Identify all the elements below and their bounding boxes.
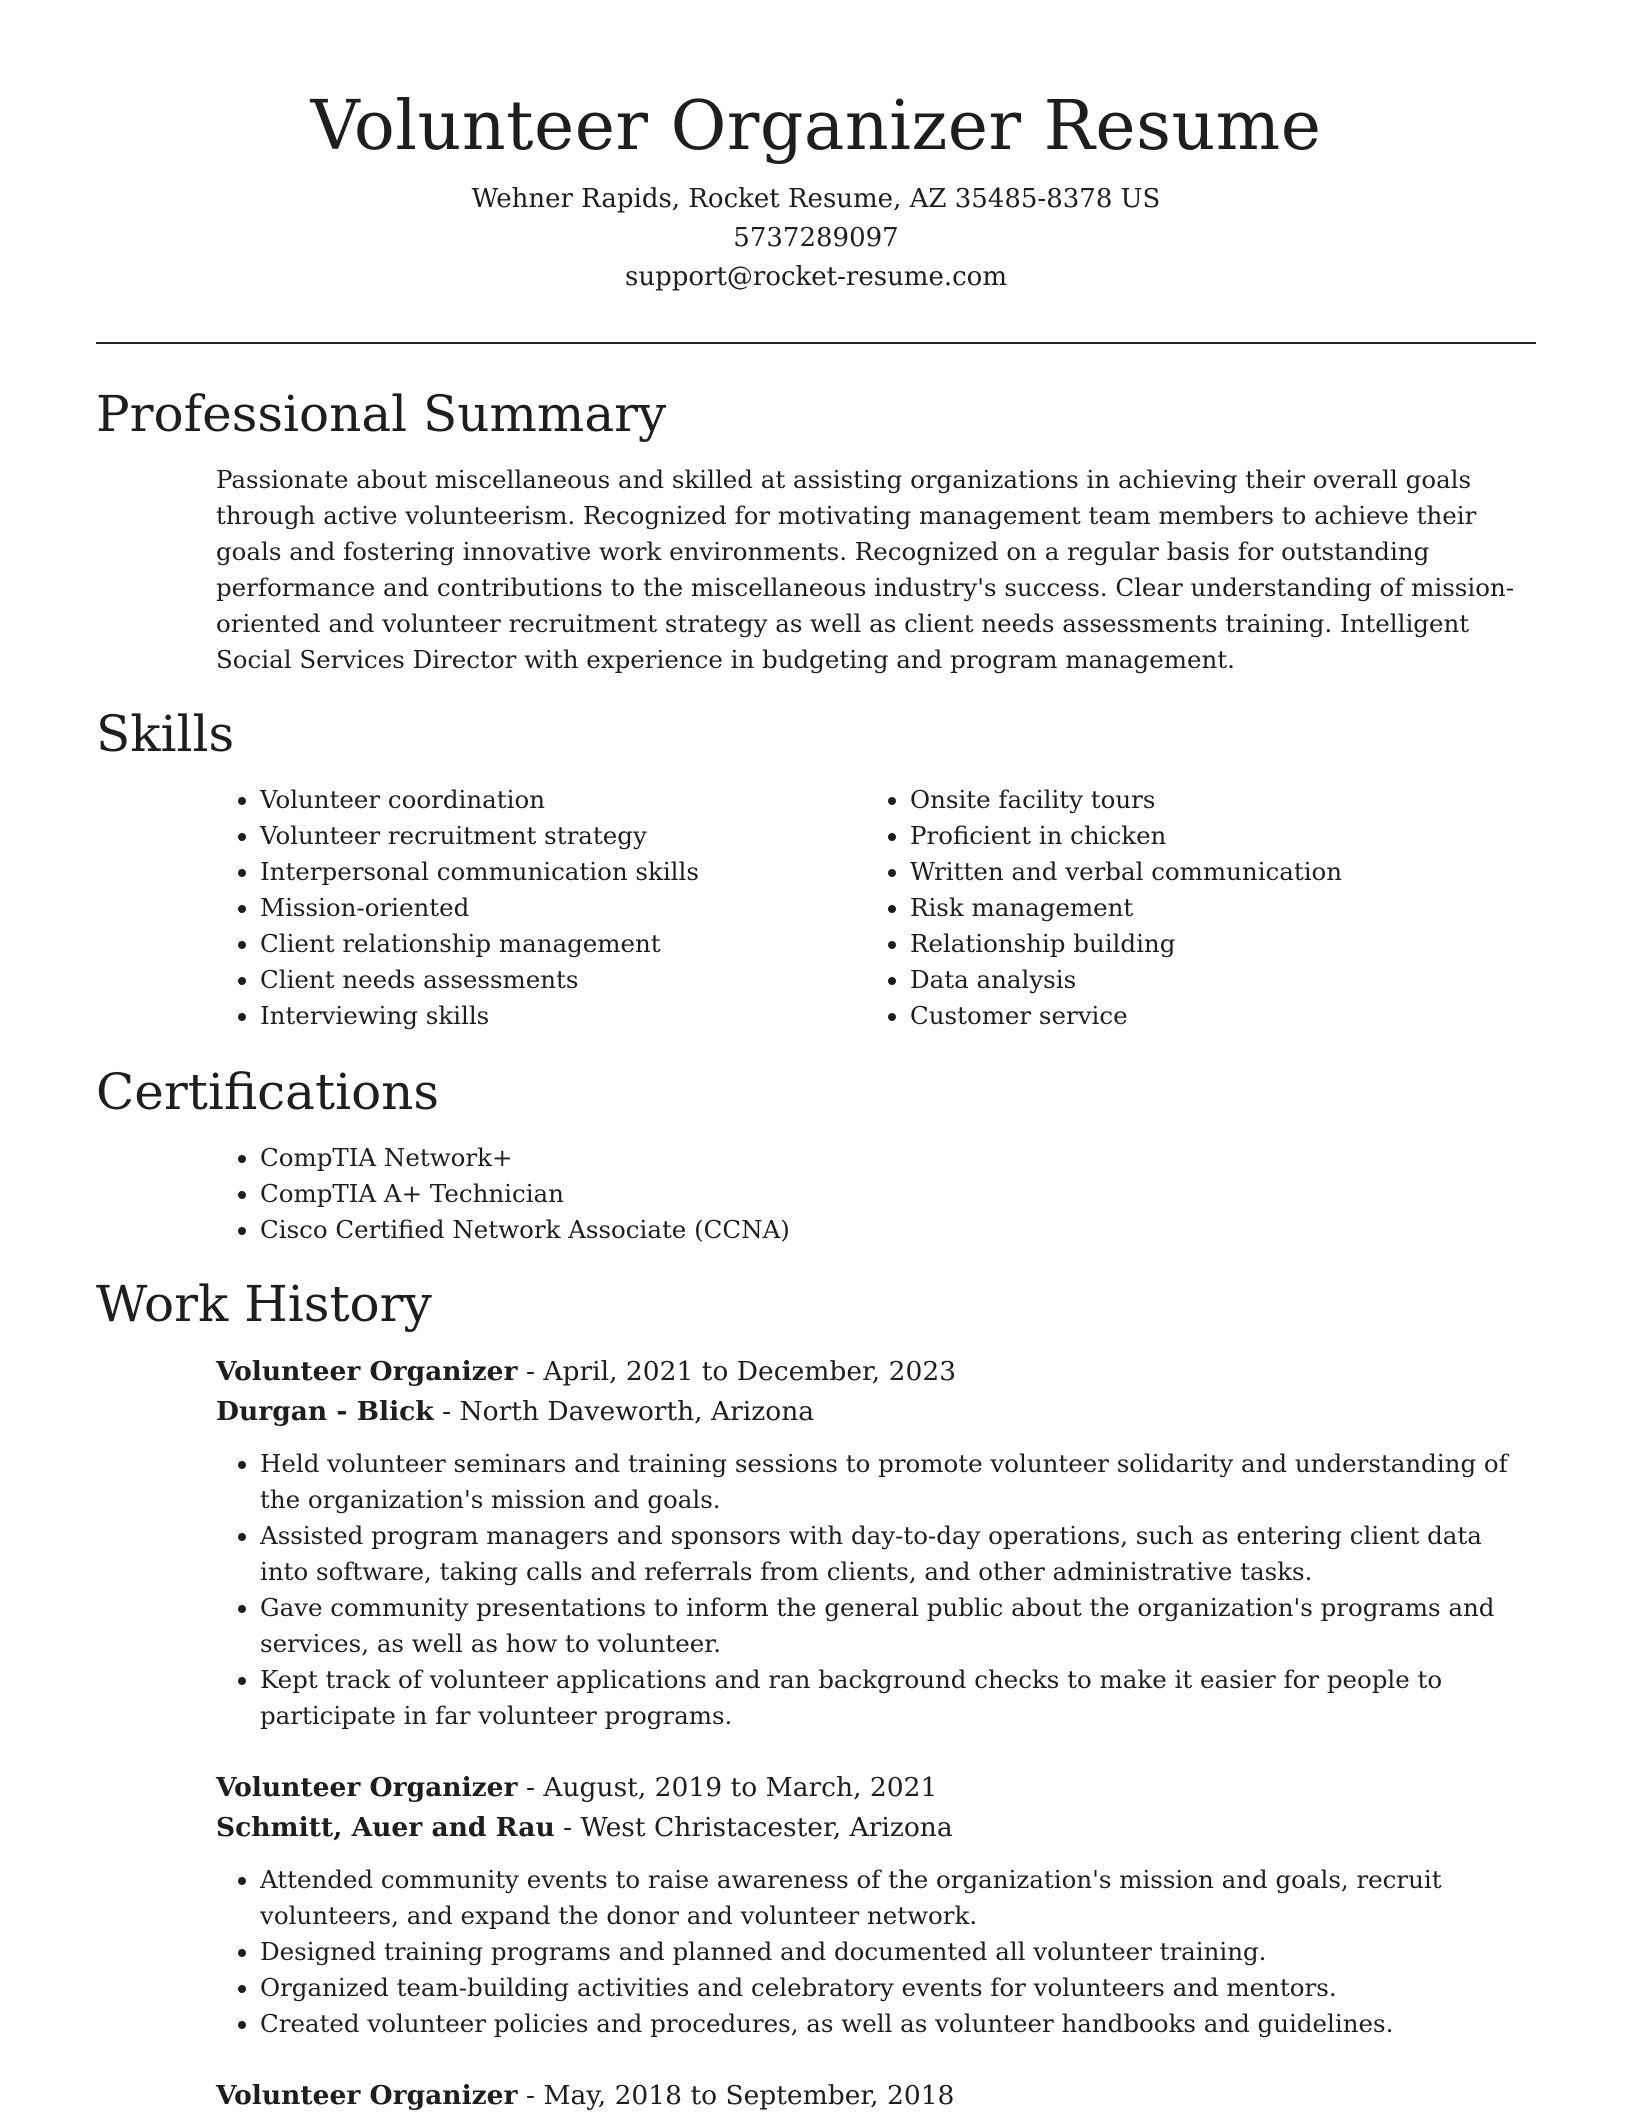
certifications-list (216, 1140, 1536, 1248)
job-company: Durgan - Blick (216, 1396, 434, 1427)
job-bullets (216, 1862, 1536, 2042)
separator: - (525, 1356, 544, 1387)
contact-address: Wehner Rapids, Rocket Resume, AZ 35485-8378 US (471, 184, 1161, 214)
job-company: Schmitt, Auer and Rau (216, 1812, 555, 1843)
separator: - (525, 1772, 544, 1803)
resume-header (0, 0, 1632, 297)
job-company-line (216, 1392, 1536, 1432)
list-item: • CompTIA A+ Technician (260, 1176, 1536, 1212)
contact-phone: 5737289097 (733, 223, 899, 253)
contact-email: support@rocket-resume.com (624, 262, 1007, 292)
job-company-line (216, 1808, 1536, 1848)
job-entry (216, 2076, 1536, 2116)
list-item: • Client needs assessments (260, 962, 816, 998)
resume-title: Volunteer Organizer Resume (310, 87, 1322, 166)
list-item: • Proficient in chicken (910, 818, 1486, 854)
list-item: • Created volunteer policies and procedures, as well as volunteer handbooks and guidelines. (260, 2006, 1536, 2042)
job-location: West Christacester, Arizona (580, 1812, 953, 1843)
list-item: • Kept track of volunteer applications and ran background checks to make it easier for people to participate in far volunteer programs. (260, 1662, 1536, 1734)
separator: - (563, 1812, 581, 1843)
skills-heading: Skills (96, 705, 235, 763)
list-item: • Organized team-building activities and celebratory events for volunteers and mentors. (260, 1970, 1536, 2006)
list-item: • CompTIA Network+ (260, 1140, 1536, 1176)
list-item: • Client relationship management (260, 926, 816, 962)
certifications-heading: Certifications (96, 1063, 440, 1121)
job-dates: April, 2021 to December, 2023 (543, 1356, 957, 1387)
skills-list-right (866, 782, 1486, 1034)
skills-column-right (866, 782, 1486, 1034)
list-item: • Attended community events to raise awareness of the organization's mission and goals, recruit volunteers, and expand the donor and volunteer network. (260, 1862, 1536, 1934)
list-item: • Relationship building (910, 926, 1486, 962)
skills-list-left (216, 782, 816, 1034)
job-title: Volunteer Organizer (216, 1356, 518, 1387)
list-item: • Mission-oriented (260, 890, 816, 926)
contact-info (0, 180, 1632, 297)
separator: - (525, 2080, 544, 2111)
list-item: • Assisted program managers and sponsors with day-to-day operations, such as entering client data into software, taking calls and referrals from clients, and other administrative tasks. (260, 1518, 1536, 1590)
job-entry (216, 1352, 1536, 1734)
summary-heading: Professional Summary (96, 385, 667, 443)
list-item: • Customer service (910, 998, 1486, 1034)
job-bullets (216, 1446, 1536, 1734)
job-dates: May, 2018 to September, 2018 (543, 2080, 955, 2111)
list-item: • Volunteer coordination (260, 782, 816, 818)
header-divider (96, 342, 1536, 344)
job-dates: August, 2019 to March, 2021 (543, 1772, 938, 1803)
certifications-list-wrapper (216, 1140, 1536, 1248)
list-item: • Interviewing skills (260, 998, 816, 1034)
job-location: North Daveworth, Arizona (459, 1396, 815, 1427)
summary-text: Passionate about miscellaneous and skilled at assisting organizations in achieving their overall goals through active volunteerism. Recognized for motivating management team members to achieve their goals and fostering innovative work environments. Recognized on a regular basis for outstanding performance and contributions to the miscellaneous industry's success. Clear understanding of mission-oriented and volunteer recruitment strategy as well as client needs assessments training. Intelligent Social Services Director with experience in budgeting and program management. (216, 465, 1515, 674)
work-history-heading: Work History (96, 1275, 432, 1333)
job-title-line (216, 1768, 1536, 1808)
list-item: • Gave community presentations to inform the general public about the organization's programs and services, as well as how to volunteer. (260, 1590, 1536, 1662)
list-item: • Designed training programs and planned and documented all volunteer training. (260, 1934, 1536, 1970)
job-title: Volunteer Organizer (216, 2080, 518, 2111)
list-item: • Onsite facility tours (910, 782, 1486, 818)
separator: - (442, 1396, 460, 1427)
job-title-line (216, 1352, 1536, 1392)
job-entry (216, 1768, 1536, 2042)
skills-column-left (216, 782, 816, 1034)
list-item: • Held volunteer seminars and training sessions to promote volunteer solidarity and understanding of the organization's mission and goals. (260, 1446, 1536, 1518)
list-item: • Risk management (910, 890, 1486, 926)
list-item: • Cisco Certified Network Associate (CCNA) (260, 1212, 1536, 1248)
list-item: • Interpersonal communication skills (260, 854, 816, 890)
list-item: • Data analysis (910, 962, 1486, 998)
list-item: • Volunteer recruitment strategy (260, 818, 816, 854)
job-title: Volunteer Organizer (216, 1772, 518, 1803)
job-title-line (216, 2076, 1536, 2116)
list-item: • Written and verbal communication (910, 854, 1486, 890)
